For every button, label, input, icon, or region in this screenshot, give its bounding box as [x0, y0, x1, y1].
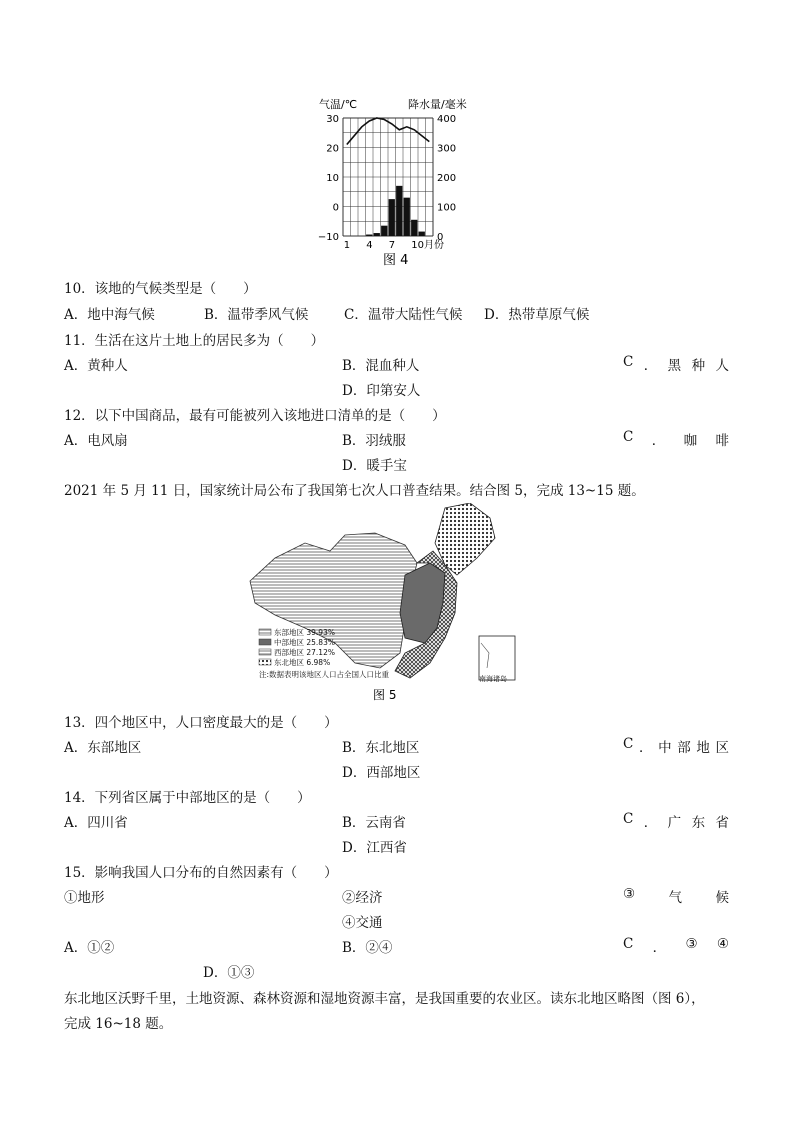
q12-option-c: C ． 咖 啡 [623, 429, 729, 449]
precip-tick-label: 100 [437, 202, 457, 214]
precip-bar [389, 199, 395, 236]
temp-tick-label: 0 [332, 202, 339, 214]
precip-axis-label: 降水量/毫米 [408, 98, 467, 111]
month-tick-label: 4 [366, 240, 373, 251]
q15-item-1: ①地形 [64, 890, 105, 906]
inset-label: 南海诸岛 [479, 675, 507, 683]
q12-stem: 12．以下中国商品，最有可能被列入该地进口清单的是（ ） [64, 408, 446, 424]
legend-note: 注:数据表明该地区人口占全国人口比重 [259, 670, 390, 679]
q10-stem: 10．该地的气候类型是（ ） [64, 281, 257, 297]
q10-option-a: A．地中海气候 [64, 307, 155, 323]
population-region-map [245, 503, 525, 703]
q13-stem: 13．四个地区中，人口密度最大的是（ ） [64, 715, 338, 731]
q15-option-b: B．②④ [342, 940, 393, 956]
q11-option-b: B．混血种人 [342, 358, 420, 374]
q13-option-d: D．西部地区 [342, 765, 421, 781]
temp-tick-label: 10 [326, 173, 339, 184]
q15-option-d: D．①③ [203, 965, 255, 981]
q10-option-d: D．热带草原气候 [484, 307, 590, 323]
q13-option-b: B．东北地区 [342, 740, 420, 756]
q10-option-b: B．温带季风气候 [204, 307, 309, 323]
temp-axis-label: 气温/℃ [319, 98, 358, 111]
q15-stem: 15．影响我国人口分布的自然因素有（ ） [64, 865, 338, 881]
figure-5-caption: 图 5 [373, 688, 397, 702]
q13-option-c: C ． 中 部 地 区 [623, 736, 729, 756]
month-tick-label: 1 [343, 240, 351, 251]
q14-option-c: C ． 广 东 省 [623, 811, 729, 831]
q11-stem: 11．生活在这片土地上的居民多为（ ） [64, 333, 325, 349]
q14-stem: 14．下列省区属于中部地区的是（ ） [64, 790, 311, 806]
precip-bar [374, 233, 380, 236]
legend-east: 东部地区 39.93% [274, 628, 335, 637]
q15-item-3: ③ 气 候 [623, 886, 729, 906]
legend-west: 西部地区 27.12% [274, 648, 335, 657]
q14-option-d: D．江西省 [342, 840, 407, 856]
precip-tick-label: 200 [437, 173, 457, 184]
legend-northeast: 东北地区 6.98% [274, 658, 331, 667]
month-tick-label: 7 [388, 240, 396, 251]
temp-tick-label: 30 [326, 114, 339, 125]
precip-bar [366, 235, 372, 236]
q11-option-c: C ． 黑 种 人 [623, 354, 729, 374]
south-sea-inset [479, 636, 515, 680]
precip-tick-label: 400 [437, 114, 457, 125]
figure-4-caption: 图 4 [383, 253, 409, 268]
q15-option-a: A．①② [64, 940, 115, 956]
passage-intro-northeast: 东北地区沃野千里，土地资源、森林资源和湿地资源丰富，是我国重要的农业区。读东北地区略图（图 6）， [64, 991, 705, 1007]
climate-chart [305, 92, 505, 272]
precip-bar [381, 226, 387, 236]
precip-bar [411, 220, 417, 236]
q11-option-a: A．黄种人 [64, 358, 128, 374]
q12-option-b: B．羽绒服 [342, 433, 406, 449]
precip-bar [404, 198, 410, 236]
precip-tick-label: 0 [437, 232, 444, 243]
q14-option-a: A．四川省 [64, 815, 128, 831]
precip-tick-label: 300 [437, 143, 457, 155]
precip-bar [396, 186, 402, 236]
temp-tick-label: 20 [326, 143, 339, 155]
month-tick-label: 10月份 [411, 240, 444, 251]
q14-option-b: B．云南省 [342, 815, 406, 831]
q13-option-a: A．东部地区 [64, 740, 142, 756]
q11-option-d: D．印第安人 [342, 383, 421, 399]
legend-central: 中部地区 25.83% [274, 638, 335, 647]
q15-item-2: ②经济 [342, 890, 383, 906]
temp-tick-label: −10 [317, 232, 339, 243]
q15-item-4: ④交通 [342, 915, 383, 931]
precip-bar [419, 232, 425, 236]
q12-option-d: D．暖手宝 [342, 458, 407, 474]
passage-intro-population: 2021 年 5 月 11 日，国家统计局公布了我国第七次人口普查结果。结合图 5，完成 13~15 题。 [64, 483, 645, 499]
q12-option-a: A．电风扇 [64, 433, 128, 449]
q15-option-c: C ． ③ ④ [623, 936, 729, 956]
q10-option-c: C．温带大陆性气候 [344, 307, 463, 323]
passage-intro-northeast-cont: 完成 16~18 题。 [64, 1016, 173, 1032]
